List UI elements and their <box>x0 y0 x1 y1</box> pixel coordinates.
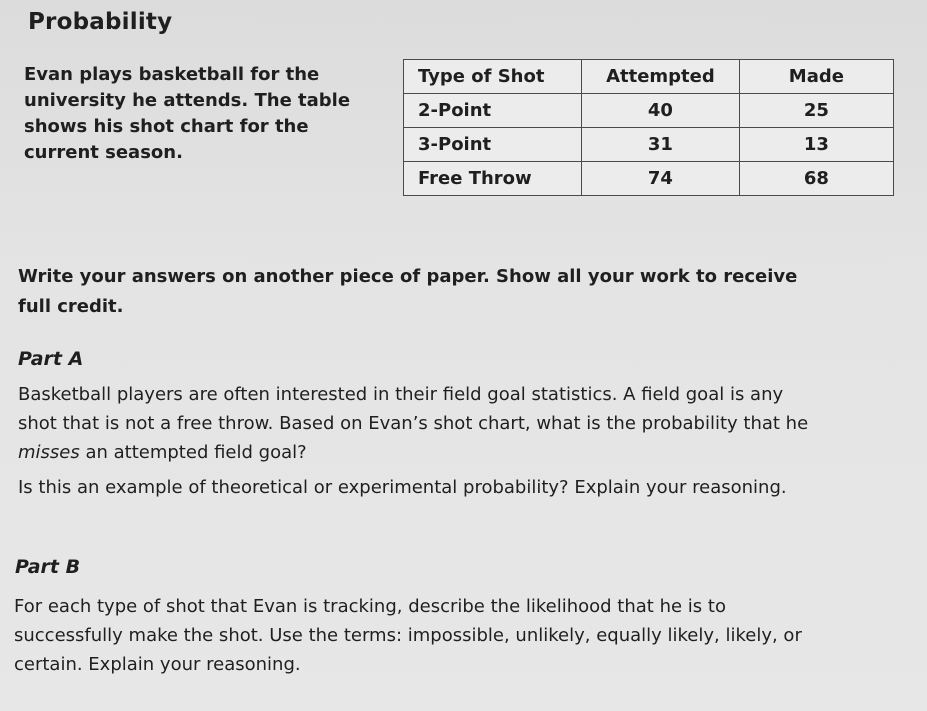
table-row <box>404 162 894 196</box>
header-attempted: Attempted <box>582 60 740 94</box>
table-row <box>404 94 894 128</box>
cell-attempted: 40 <box>582 94 740 128</box>
part-b-heading: Part B <box>15 556 81 578</box>
intro-line: current season. <box>24 142 183 163</box>
table-header-row <box>404 60 894 94</box>
cell-attempted: 74 <box>582 162 740 196</box>
part-b-line: certain. Explain your reasoning. <box>14 654 301 675</box>
part-a-line-last <box>18 438 908 467</box>
instructions-line: full credit. <box>18 296 124 317</box>
part-a-heading: Part A <box>18 348 84 370</box>
intro-paragraph <box>24 62 384 166</box>
instructions-line: Write your answers on another piece of paper. Show all your work to receive <box>18 266 798 287</box>
header-made: Made <box>739 60 893 94</box>
instructions-text <box>18 262 898 322</box>
part-b-question <box>14 592 904 679</box>
cell-made: 25 <box>739 94 893 128</box>
cell-shot-type: 3-Point <box>404 128 582 162</box>
intro-line: shows his shot chart for the <box>24 116 309 137</box>
cell-shot-type: Free Throw <box>404 162 582 196</box>
table-row <box>404 128 894 162</box>
part-b-line: successfully make the shot. Use the terms: impossible, unlikely, equally likely, likely, or <box>14 625 802 646</box>
part-a-question <box>18 380 908 467</box>
part-a-line: Basketball players are often interested in their field goal statistics. A field goal is any <box>18 384 784 405</box>
part-a-line: shot that is not a free throw. Based on Evan’s shot chart, what is the probability that he <box>18 413 809 434</box>
part-a-line-rest: an attempted field goal? <box>79 442 307 463</box>
part-a-followup: Is this an example of theoretical or experimental probability? Explain your reasoning. <box>18 477 787 498</box>
intro-line: Evan plays basketball for the <box>24 64 320 85</box>
cell-made: 68 <box>739 162 893 196</box>
cell-made: 13 <box>739 128 893 162</box>
part-b-line: For each type of shot that Evan is tracking, describe the likelihood that he is to <box>14 596 726 617</box>
header-type-of-shot: Type of Shot <box>404 60 582 94</box>
page-title: Probability <box>28 9 173 35</box>
intro-line: university he attends. The table <box>24 90 351 111</box>
cell-shot-type: 2-Point <box>404 94 582 128</box>
shot-chart-table <box>403 59 894 196</box>
misses-emphasis: misses <box>18 442 80 463</box>
cell-attempted: 31 <box>582 128 740 162</box>
